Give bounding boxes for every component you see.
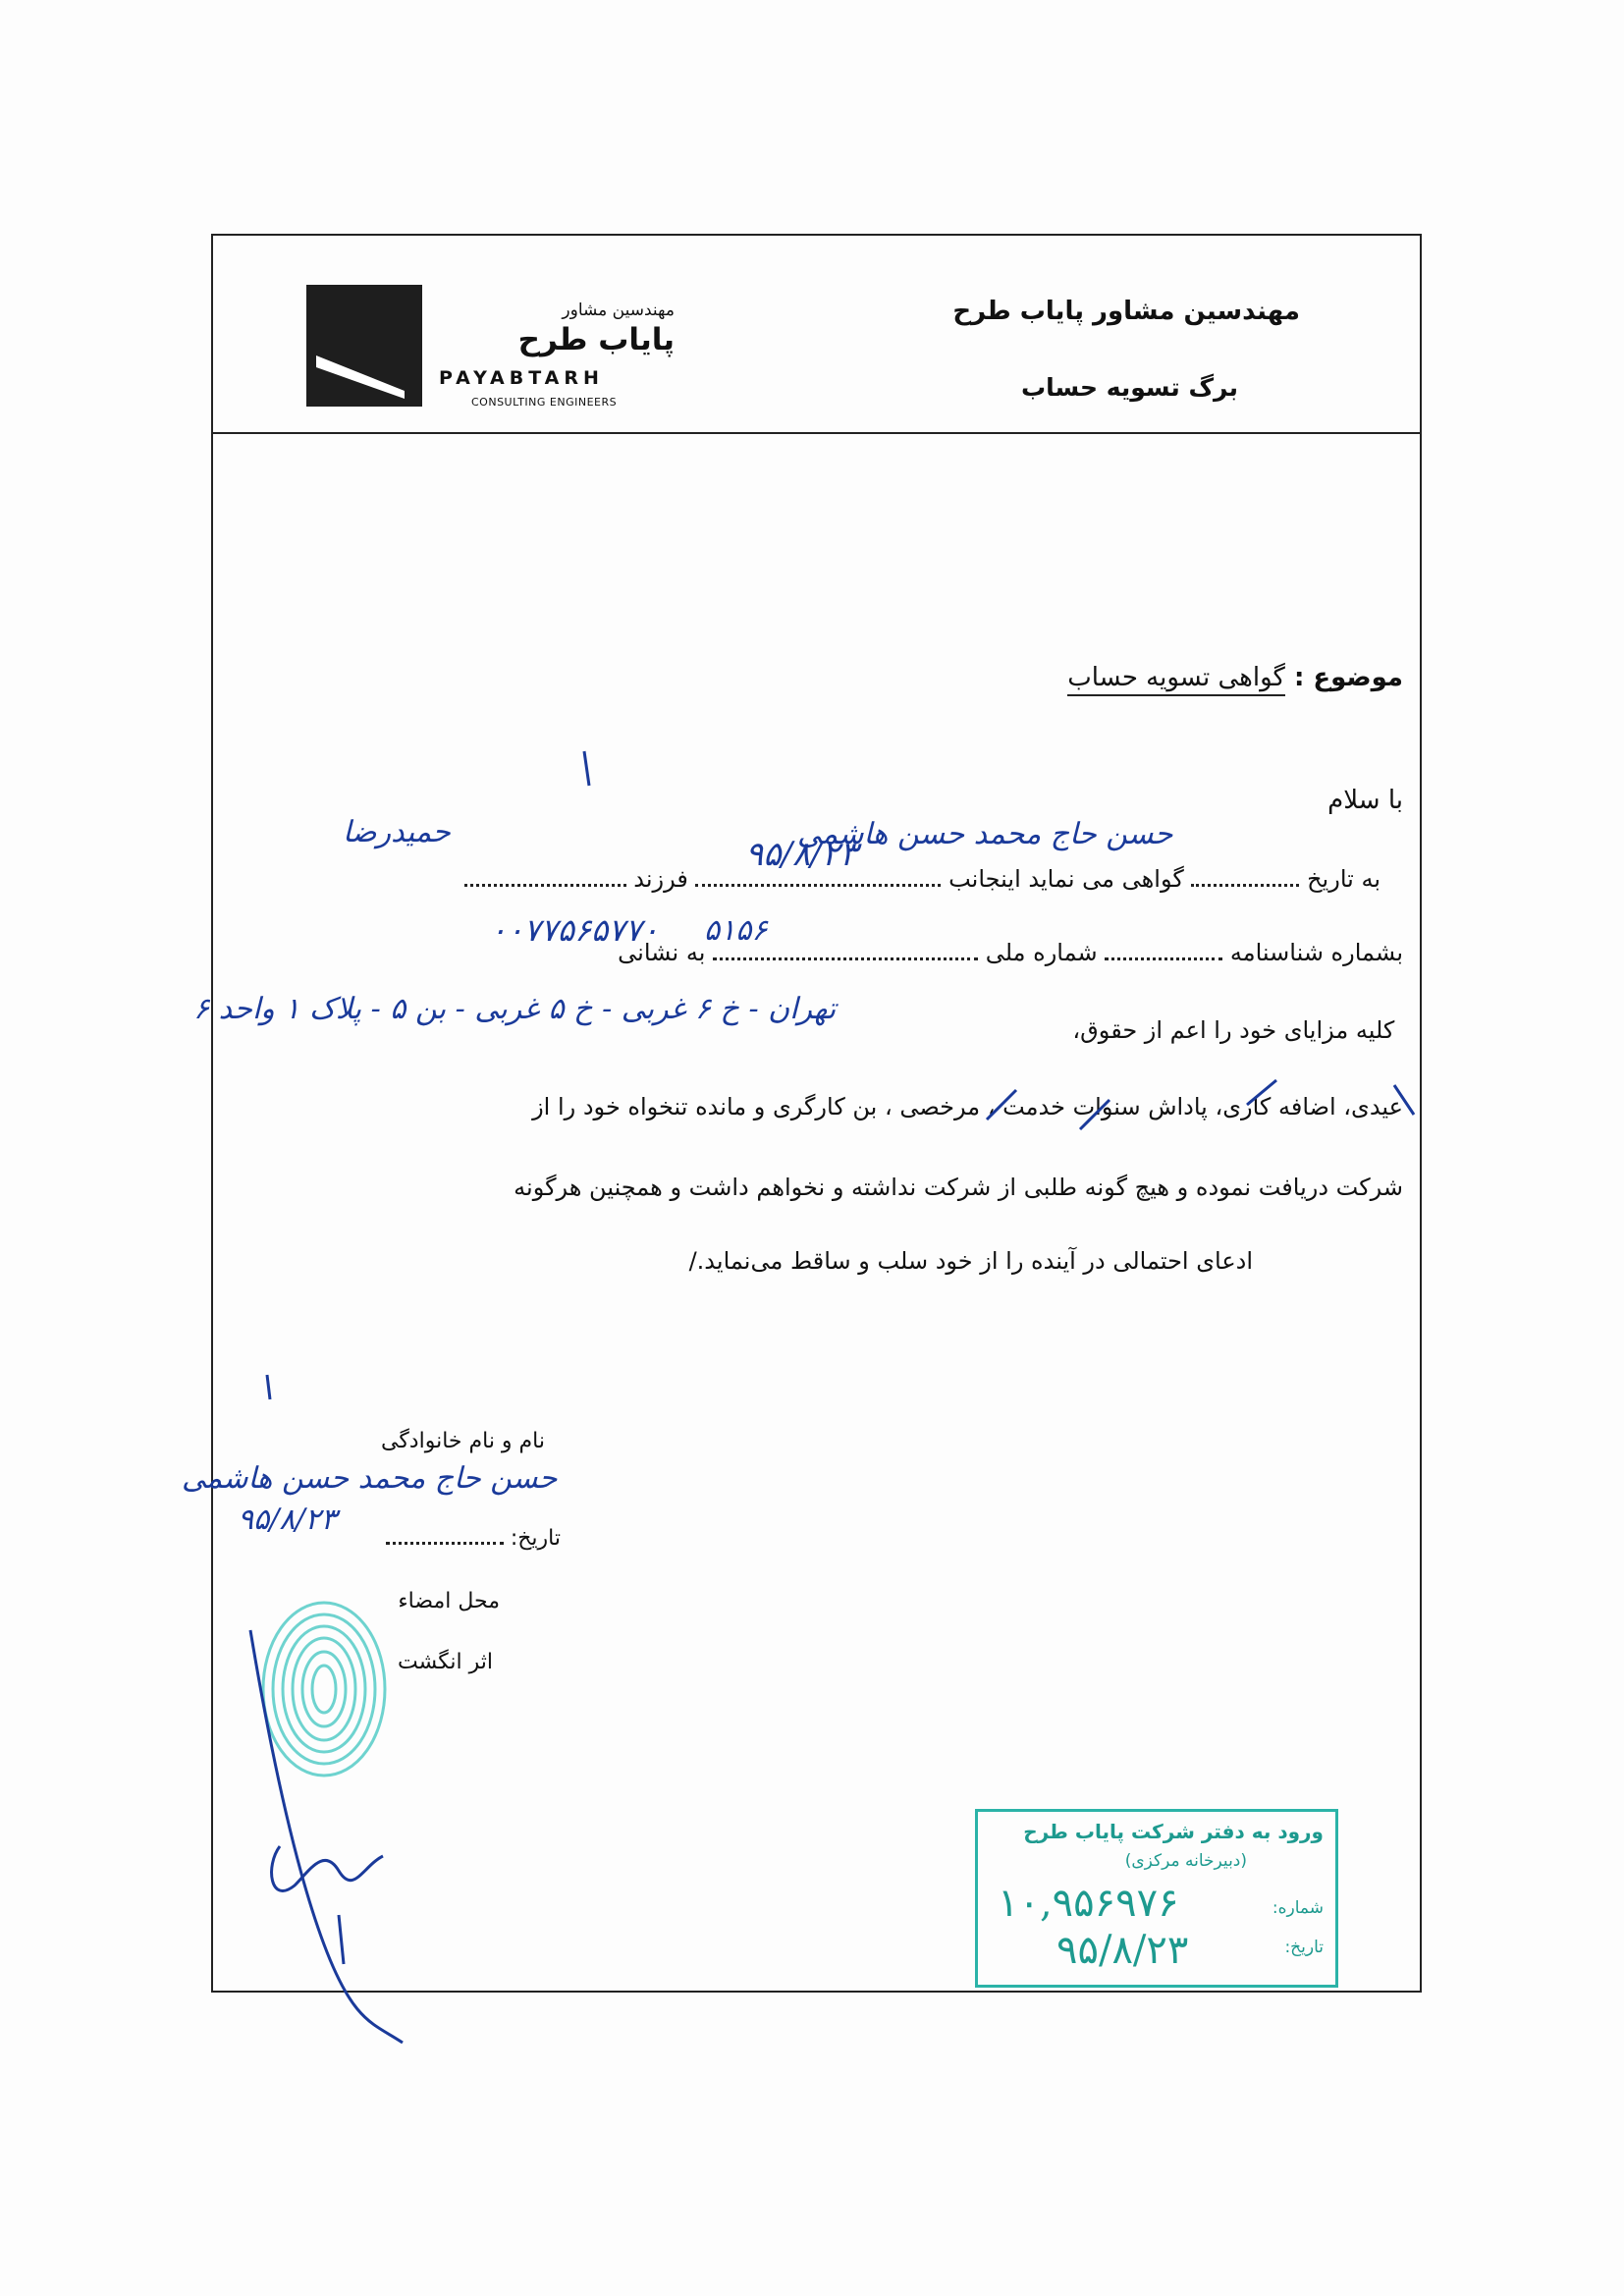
greeting: با سلام	[1327, 786, 1403, 815]
hw-id-number: ۵۱۵۶	[704, 913, 768, 948]
hw-signer-date: ۹۵/۸/۲۳	[238, 1503, 337, 1537]
stamp-number-value: ۱۰,۹۵۶۹۷۶	[998, 1881, 1179, 1926]
hw-signer-name: حسن حاج محمد حسن هاشمی	[182, 1461, 558, 1496]
subject-label: موضوع :	[1293, 663, 1403, 692]
stamp-title: ورود به دفتر شرکت پایاب طرح	[1023, 1820, 1324, 1843]
line2-prefix: بشماره شناسنامه	[1229, 939, 1403, 966]
check-marks-icon	[267, 751, 1414, 1399]
line2-middle: شماره ملی	[985, 939, 1098, 966]
line1-middle: گواهی می نماید اینجانب	[948, 865, 1184, 893]
stamp-subtitle: (دبیرخانه مرکزی)	[1124, 1851, 1247, 1871]
hw-address: تهران - خ ۶ غربی - خ ۵ غربی - بن ۵ - پلاک ۱ واحد ۶	[193, 992, 837, 1026]
fingerprint-label: اثر انگشت	[398, 1650, 493, 1674]
sign-place-label: محل امضاء	[398, 1589, 500, 1613]
hw-father: حمیدرضا	[343, 815, 451, 849]
name-label: نام و نام خانوادگی	[380, 1429, 545, 1453]
logo-en-name: PAYABTARH	[439, 367, 604, 389]
body-line-6: ادعای احتمالی در آینده را از خود سلب و ساقط می‌نماید./	[688, 1247, 1253, 1275]
logo-fa-name: پایاب طرح	[517, 322, 675, 357]
subject-text: گواهی تسویه حساب	[1067, 663, 1285, 696]
hw-name: حسن حاج محمد حسن هاشمی	[797, 817, 1173, 851]
line1-suffix: فرزند	[633, 865, 688, 893]
hw-national-id: ۰۰۷۷۵۶۵۷۷۰	[490, 911, 659, 949]
line1-prefix: به تاریخ	[1307, 865, 1380, 893]
form-title: برگ تسویه حساب	[1021, 373, 1238, 402]
date-label: تاریخ:	[213, 1522, 561, 1551]
line2-suffix: به نشانی	[618, 939, 706, 966]
stamp-number-label: شماره:	[1272, 1898, 1324, 1918]
fingerprint-icon	[263, 1603, 385, 1776]
body-line-5: شرکت دریافت نموده و هیچ گونه طلبی از شرکت نداشته و نخواهم داشت و همچنین هرگونه	[514, 1174, 1403, 1201]
hw-date: ۹۵/۸/۲۳	[745, 835, 858, 874]
line3-suffix: کلیه مزایای خود را اعم از حقوق،	[1072, 1016, 1395, 1044]
logo-fa-small: مهندسین مشاور	[562, 301, 675, 320]
company-name: مهندسین مشاور پایاب طرح	[952, 297, 1300, 326]
stamp-date-label: تاریخ:	[1284, 1938, 1324, 1957]
body-line-4: عیدی، اضافه کاری، پاداش سنوات خدمت ، مرخصی ، بن کارگری و مانده تنخواه خود را از	[532, 1093, 1403, 1121]
logo-en-subtitle: CONSULTING ENGINEERS	[471, 396, 618, 409]
stamp-date-value: ۹۵/۸/۲۳	[1056, 1928, 1189, 1973]
